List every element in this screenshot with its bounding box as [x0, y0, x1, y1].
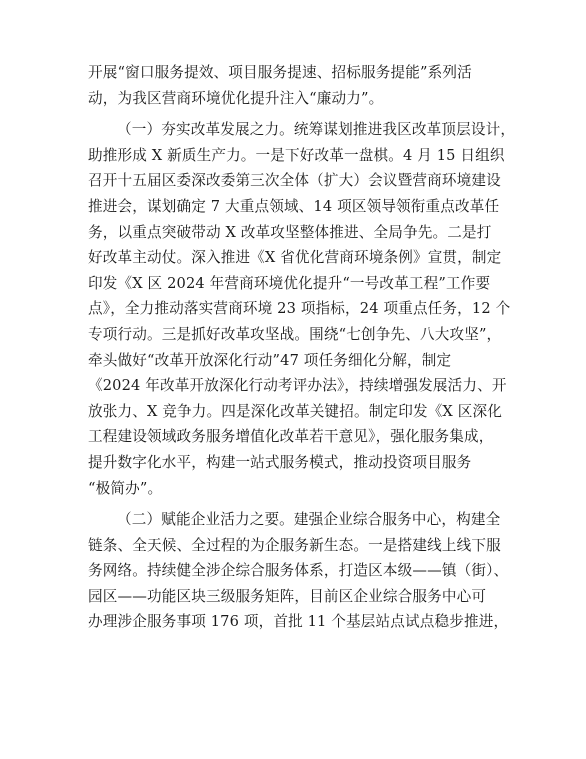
text-line: 放张力、X 竞争力。四是深化改革关键招。制定印发《X 区深化: [88, 402, 502, 420]
text-line: 务，以重点突破带动 X 改革攻坚整体推进、全局争先。二是打: [88, 223, 492, 241]
text-line: 办理涉企服务事项 176 项，首批 11 个基层站点试点稳步推进，: [88, 613, 509, 631]
text-line: 印发《X 区 2024 年营商环境优化提升“一号改革工程”工作要: [88, 274, 491, 292]
text-line: 专项行动。三是抓好改革攻坚战。围绕“七创争先、八大攻坚”，: [88, 325, 502, 343]
text-line: 提升数字化水平，构建一站式服务模式，推动投资项目服务: [88, 453, 472, 471]
paragraph-section-2: [88, 507, 508, 635]
paragraph-intro-continued: [88, 60, 508, 111]
text-line: 园区——功能区块三级服务矩阵，目前区企业综合服务中心可: [88, 587, 487, 605]
section-heading-line: （一）夯实改革发展之力。统筹谋划推进我区改革顶层设计，: [117, 121, 516, 139]
text-line: 推进会，谋划确定 7 大重点领域、14 项区领导领衔重点改革任: [88, 197, 500, 215]
document-body: [88, 60, 516, 641]
text-line: 开展“窗口服务提效、项目服务提速、招标服务提能”系列活: [88, 64, 472, 81]
text-line: 工程建设领域政务服务增值化改革若干意见》，强化服务集成，: [88, 428, 494, 446]
text-line: 《2024 年改革开放深化行动考评办法》，持续增强发展活力、开: [88, 377, 507, 395]
text-line: 点》，全力推动落实营商环境 23 项指标，24 项重点任务，12 个: [88, 300, 511, 318]
text-line: 牵头做好“改革开放深化行动”47 项任务细化分解，制定: [88, 351, 452, 369]
text-line: 动，为我区营商环境优化提升注入“廉动力”。: [88, 89, 384, 107]
text-line: 助推形成 X 新质生产力。一是下好改革一盘棋。4 月 15 日组织: [88, 146, 505, 164]
section-heading-line: （二）赋能企业活力之要。建强企业综合服务中心，构建全: [117, 511, 501, 529]
text-line: 召开十五届区委深改委第三次全体（扩大）会议暨营商环境建设: [88, 172, 501, 190]
paragraph-section-1: [88, 117, 516, 501]
text-line: 链条、全天候、全过程的为企服务新生态。一是搭建线上线下服: [88, 536, 501, 554]
text-line: 务网络。持续健全涉企综合服务体系，打造区本级——镇（街）、: [88, 562, 509, 580]
text-line: 好改革主动仗。深入推进《X 省优化营商环境条例》宣贯，制定: [88, 249, 502, 267]
text-line: “极简办”。: [88, 479, 163, 497]
